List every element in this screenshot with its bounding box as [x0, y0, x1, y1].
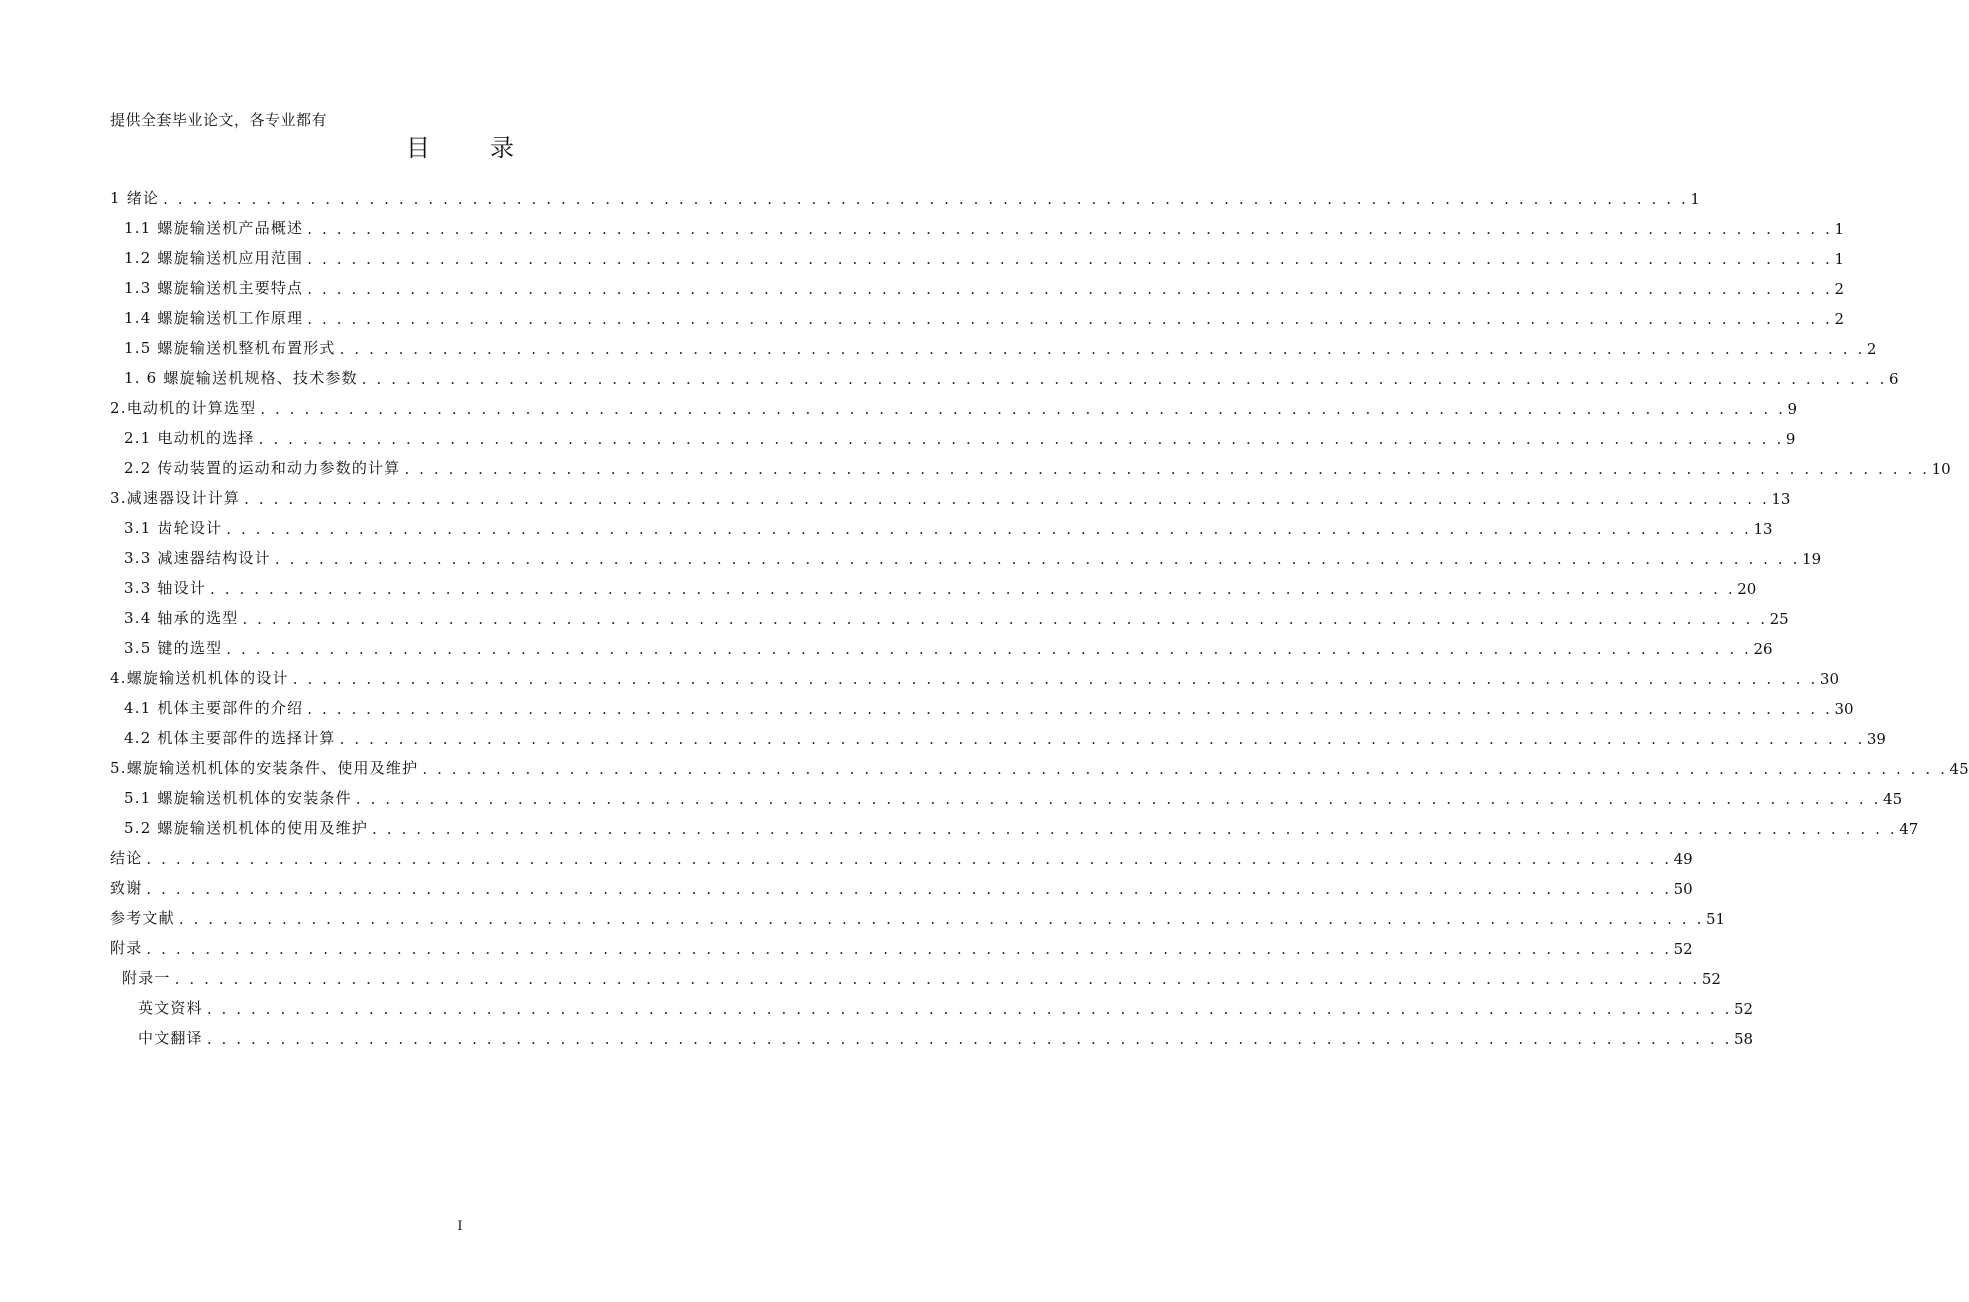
toc-entry[interactable]	[124, 628, 1773, 658]
toc-entry[interactable]	[110, 388, 1798, 418]
toc-leader-dots: . . . . . . . . . . . . . . . . . . . . . . . . . . . . . . . . . . . . . . . . . . . . . . . . . . . . . . . . . . . . . . . . . . . . . . . . . . . . . . . . . . . . . . . . . . . . . . . . . . . . . . . .	[206, 1030, 1733, 1048]
toc-leader-dots: . . . . . . . . . . . . . . . . . . . . . . . . . . . . . . . . . . . . . . . . . . . . . . . . . . . . . . . . . . . . . . . . . . . . . . . . . . . . . . . . . . . . . . . . . . . . . . . . . . . . . . . .	[307, 310, 1833, 328]
toc-entry-label: 1.1 螺旋输送机产品概述	[124, 219, 304, 237]
toc-entry-page: 52	[1734, 1000, 1754, 1018]
toc-entry[interactable]	[124, 448, 1951, 478]
toc-entry-label: 2.电动机的计算选型	[110, 399, 257, 417]
toc-entry[interactable]	[138, 988, 1754, 1018]
toc-entry-page: 47	[1899, 820, 1919, 838]
toc-entry[interactable]	[110, 658, 1840, 688]
toc-entry[interactable]	[110, 478, 1791, 508]
toc-leader-dots: . . . . . . . . . . . . . . . . . . . . . . . . . . . . . . . . . . . . . . . . . . . . . . . . . . . . . . . . . . . . . . . . . . . . . . . . . . . . . . . . . . . . . . . . . . . . . . . . . . . . . . . .	[242, 610, 1768, 628]
toc-entry-label: 3.3 减速器结构设计	[124, 549, 271, 567]
toc-entry-label: 2.2 传动装置的运动和动力参数的计算	[124, 459, 401, 477]
toc-entry-page: 49	[1673, 850, 1693, 868]
toc-leader-dots: . . . . . . . . . . . . . . . . . . . . . . . . . . . . . . . . . . . . . . . . . . . . . . . . . . . . . . . . . . . . . . . . . . . . . . . . . . . . . . . . . . . . . . . . . . . . . . . . . . . . . . . .	[174, 970, 1700, 988]
toc-entry-page: 1	[1690, 190, 1700, 208]
toc-entry-page: 45	[1883, 790, 1903, 808]
toc-entry[interactable]	[124, 598, 1789, 628]
toc-leader-dots: . . . . . . . . . . . . . . . . . . . . . . . . . . . . . . . . . . . . . . . . . . . . . . . . . . . . . . . . . . . . . . . . . . . . . . . . . . . . . . . . . . . . . . . . . . . . . . . . . . . . . . . .	[260, 400, 1786, 418]
toc-entry[interactable]	[122, 958, 1721, 988]
toc-entry-page: 30	[1819, 670, 1840, 688]
toc-entry-label: 2.1 电动机的选择	[124, 429, 255, 447]
toc-entry-label: 4.螺旋输送机机体的设计	[110, 669, 289, 687]
title-char-2: 录	[490, 134, 514, 162]
toc-leader-dots: . . . . . . . . . . . . . . . . . . . . . . . . . . . . . . . . . . . . . . . . . . . . . . . . . . . . . . . . . . . . . . . . . . . . . . . . . . . . . . . . . . . . . . . . . . . . . . . . . . . . . . . .	[307, 700, 1833, 718]
toc-entry-page: 1	[1834, 220, 1844, 238]
toc-entry-page: 26	[1753, 640, 1773, 658]
toc-leader-dots: . . . . . . . . . . . . . . . . . . . . . . . . . . . . . . . . . . . . . . . . . . . . . . . . . . . . . . . . . . . . . . . . . . . . . . . . . . . . . . . . . . . . . . . . . . . . . . . . . . . . . . . .	[307, 220, 1833, 238]
toc-entry-label: 3.3 轴设计	[124, 579, 207, 597]
toc-entry-page: 2	[1834, 280, 1844, 298]
toc-entry-page: 39	[1866, 730, 1886, 748]
toc-entry[interactable]	[138, 1018, 1754, 1048]
toc-entry-label: 1. 6 螺旋输送机规格、技术参数	[124, 369, 358, 387]
header-note: 提供全套毕业论文，各专业都有	[110, 111, 328, 129]
toc-entry-page: 51	[1706, 910, 1726, 928]
toc-entry-page: 10	[1931, 460, 1951, 478]
toc-entry-page: 25	[1769, 610, 1789, 628]
toc-entry-page: 52	[1673, 940, 1693, 958]
toc-entry[interactable]	[110, 928, 1693, 958]
page-title	[0, 128, 920, 163]
toc-entry-label: 附录一	[122, 969, 171, 987]
toc-entry-label: 中文翻译	[138, 1029, 203, 1047]
toc-entry[interactable]	[110, 838, 1693, 868]
toc-entry-label: 1 绪论	[110, 189, 160, 207]
toc-entry[interactable]	[124, 778, 1903, 808]
toc-leader-dots: . . . . . . . . . . . . . . . . . . . . . . . . . . . . . . . . . . . . . . . . . . . . . . . . . . . . . . . . . . . . . . . . . . . . . . . . . . . . . . . . . . . . . . . . . . . . . . . . . . . . . . . .	[339, 730, 1865, 748]
toc-leader-dots: . . . . . . . . . . . . . . . . . . . . . . . . . . . . . . . . . . . . . . . . . . . . . . . . . . . . . . . . . . . . . . . . . . . . . . . . . . . . . . . . . . . . . . . . . . . . . . . . . . . . . . . .	[178, 910, 1705, 928]
page-number: I	[457, 1219, 463, 1234]
toc-entry-page: 13	[1753, 520, 1773, 538]
toc-leader-dots: . . . . . . . . . . . . . . . . . . . . . . . . . . . . . . . . . . . . . . . . . . . . . . . . . . . . . . . . . . . . . . . . . . . . . . . . . . . . . . . . . . . . . . . . . . . . . . . . . . . . . . . .	[226, 640, 1752, 658]
toc-entry-page: 2	[1866, 340, 1877, 358]
toc-entry-page: 19	[1802, 550, 1822, 568]
toc-leader-dots: . . . . . . . . . . . . . . . . . . . . . . . . . . . . . . . . . . . . . . . . . . . . . . . . . . . . . . . . . . . . . . . . . . . . . . . . . . . . . . . . . . . . . . . . . . . . . . . . . . . . . . . .	[146, 850, 1672, 868]
toc-entry[interactable]	[124, 568, 1757, 598]
toc-entry-page: 52	[1701, 970, 1721, 988]
title-char-1: 目	[406, 134, 430, 162]
toc-entry[interactable]	[124, 208, 1844, 238]
toc-leader-dots: . . . . . . . . . . . . . . . . . . . . . . . . . . . . . . . . . . . . . . . . . . . . . . . . . . . . . . . . . . . . . . . . . . . . . . . . . . . . . . . . . . . . . . . . . . . . . . . . . . . . . . . .	[244, 490, 1770, 508]
toc-leader-dots: . . . . . . . . . . . . . . . . . . . . . . . . . . . . . . . . . . . . . . . . . . . . . . . . . . . . . . . . . . . . . . . . . . . . . . . . . . . . . . . . . . . . . . . . . . . . . . . . . . . . . . . .	[372, 820, 1898, 838]
toc-leader-dots: . . . . . . . . . . . . . . . . . . . . . . . . . . . . . . . . . . . . . . . . . . . . . . . . . . . . . . . . . . . . . . . . . . . . . . . . . . . . . . . . . . . . . . . . . . . . . . . . . . . . . . . .	[339, 340, 1865, 358]
toc-leader-dots: . . . . . . . . . . . . . . . . . . . . . . . . . . . . . . . . . . . . . . . . . . . . . . . . . . . . . . . . . . . . . . . . . . . . . . . . . . . . . . . . . . . . . . . . . . . . . . . . . . . . . . . .	[226, 520, 1752, 538]
toc-entry-page: 9	[1785, 430, 1796, 448]
toc-entry-label: 1.3 螺旋输送机主要特点	[124, 279, 304, 297]
toc-leader-dots: . . . . . . . . . . . . . . . . . . . . . . . . . . . . . . . . . . . . . . . . . . . . . . . . . . . . . . . . . . . . . . . . . . . . . . . . . . . . . . . . . . . . . . . . . . . . . . . . . . . . . . . .	[210, 580, 1736, 598]
toc-entry-page: 13	[1771, 490, 1791, 508]
toc-entry[interactable]	[110, 868, 1693, 898]
toc-entry-label: 致谢	[110, 879, 143, 897]
toc-entry-label: 5.2 螺旋输送机机体的使用及维护	[124, 819, 369, 837]
toc-leader-dots: . . . . . . . . . . . . . . . . . . . . . . . . . . . . . . . . . . . . . . . . . . . . . . . . . . . . . . . . . . . . . . . . . . . . . . . . . . . . . . . . . . . . . . . . . . . . . . . . . . . . . . . .	[361, 370, 1887, 388]
toc-leader-dots: . . . . . . . . . . . . . . . . . . . . . . . . . . . . . . . . . . . . . . . . . . . . . . . . . . . . . . . . . . . . . . . . . . . . . . . . . . . . . . . . . . . . . . . . . . . . . . . . . . . . . . . .	[422, 760, 1948, 778]
toc-entry-label: 附录	[110, 939, 143, 957]
toc-entry-page: 45	[1949, 760, 1969, 778]
toc-entry-label: 3.5 键的选型	[124, 639, 223, 657]
toc-entry-label: 1.2 螺旋输送机应用范围	[124, 249, 304, 267]
toc-leader-dots: . . . . . . . . . . . . . . . . . . . . . . . . . . . . . . . . . . . . . . . . . . . . . . . . . . . . . . . . . . . . . . . . . . . . . . . . . . . . . . . . . . . . . . . . . . . . . . . . . . . . . . . .	[292, 670, 1818, 688]
toc-entry-label: 英文资料	[138, 999, 203, 1017]
toc-entry[interactable]	[110, 748, 1969, 778]
toc-entry[interactable]	[110, 178, 1700, 208]
toc-entry[interactable]	[124, 688, 1854, 718]
toc-entry-label: 参考文献	[110, 909, 175, 927]
toc-entry-label: 4.2 机体主要部件的选择计算	[124, 729, 336, 747]
toc-entry-label: 1.5 螺旋输送机整机布置形式	[124, 339, 336, 357]
toc-leader-dots: . . . . . . . . . . . . . . . . . . . . . . . . . . . . . . . . . . . . . . . . . . . . . . . . . . . . . . . . . . . . . . . . . . . . . . . . . . . . . . . . . . . . . . . . . . . . . . . . . . . . . . . .	[307, 280, 1833, 298]
toc-leader-dots: . . . . . . . . . . . . . . . . . . . . . . . . . . . . . . . . . . . . . . . . . . . . . . . . . . . . . . . . . . . . . . . . . . . . . . . . . . . . . . . . . . . . . . . . . . . . . . . . . . . . . . . .	[404, 460, 1930, 478]
toc-entry-label: 3.减速器设计计算	[110, 489, 241, 507]
toc-entry-label: 5.螺旋输送机机体的安装条件、使用及维护	[110, 759, 419, 777]
toc-entry[interactable]	[124, 808, 1919, 838]
toc-leader-dots: . . . . . . . . . . . . . . . . . . . . . . . . . . . . . . . . . . . . . . . . . . . . . . . . . . . . . . . . . . . . . . . . . . . . . . . . . . . . . . . . . . . . . . . . . . . . . . . . . . . . . . . .	[146, 940, 1672, 958]
toc-leader-dots: . . . . . . . . . . . . . . . . . . . . . . . . . . . . . . . . . . . . . . . . . . . . . . . . . . . . . . . . . . . . . . . . . . . . . . . . . . . . . . . . . . . . . . . . . . . . . . . . . . . . . . . .	[355, 790, 1882, 808]
toc-entry-page: 9	[1787, 400, 1798, 418]
toc-entry[interactable]	[124, 268, 1844, 298]
toc-entry[interactable]	[124, 538, 1822, 568]
toc-entry-label: 1.4 螺旋输送机工作原理	[124, 309, 304, 327]
toc-entry[interactable]	[124, 718, 1886, 748]
toc-entry[interactable]	[124, 238, 1844, 268]
toc-entry[interactable]	[124, 418, 1796, 448]
toc-entry-page: 50	[1673, 880, 1693, 898]
toc-entry[interactable]	[110, 898, 1726, 928]
toc-entry-page: 1	[1834, 250, 1844, 268]
toc-entry-label: 3.4 轴承的选型	[124, 609, 239, 627]
toc-entry[interactable]	[124, 328, 1877, 358]
toc-entry[interactable]	[124, 508, 1773, 538]
toc-leader-dots: . . . . . . . . . . . . . . . . . . . . . . . . . . . . . . . . . . . . . . . . . . . . . . . . . . . . . . . . . . . . . . . . . . . . . . . . . . . . . . . . . . . . . . . . . . . . . . . . . . . . . . . .	[146, 880, 1672, 898]
toc-leader-dots: . . . . . . . . . . . . . . . . . . . . . . . . . . . . . . . . . . . . . . . . . . . . . . . . . . . . . . . . . . . . . . . . . . . . . . . . . . . . . . . . . . . . . . . . . . . . . . . . . . . . . . . .	[206, 1000, 1733, 1018]
toc-leader-dots: . . . . . . . . . . . . . . . . . . . . . . . . . . . . . . . . . . . . . . . . . . . . . . . . . . . . . . . . . . . . . . . . . . . . . . . . . . . . . . . . . . . . . . . . . . . . . . . . . . . . . . . .	[258, 430, 1784, 448]
toc-leader-dots: . . . . . . . . . . . . . . . . . . . . . . . . . . . . . . . . . . . . . . . . . . . . . . . . . . . . . . . . . . . . . . . . . . . . . . . . . . . . . . . . . . . . . . . . . . . . . . . . . . . . . . . .	[307, 250, 1833, 268]
toc-entry-page: 20	[1737, 580, 1757, 598]
toc-entry-page: 58	[1734, 1030, 1754, 1048]
toc-entry-label: 5.1 螺旋输送机机体的安装条件	[124, 789, 352, 807]
toc-entry[interactable]	[124, 298, 1844, 328]
toc-entry[interactable]	[124, 358, 1899, 388]
toc-entry-label: 结论	[110, 849, 143, 867]
toc-entry-label: 4.1 机体主要部件的介绍	[124, 699, 304, 717]
toc-entry-label: 3.1 齿轮设计	[124, 519, 223, 537]
toc-leader-dots: . . . . . . . . . . . . . . . . . . . . . . . . . . . . . . . . . . . . . . . . . . . . . . . . . . . . . . . . . . . . . . . . . . . . . . . . . . . . . . . . . . . . . . . . . . . . . . . . . . . . . . . .	[274, 550, 1801, 568]
toc-entry-page: 30	[1834, 700, 1854, 718]
toc-entry-page: 6	[1889, 370, 1899, 388]
toc-entry-page: 2	[1834, 310, 1844, 328]
toc-leader-dots: . . . . . . . . . . . . . . . . . . . . . . . . . . . . . . . . . . . . . . . . . . . . . . . . . . . . . . . . . . . . . . . . . . . . . . . . . . . . . . . . . . . . . . . . . . . . . . . . . . . . . . . .	[163, 190, 1689, 208]
